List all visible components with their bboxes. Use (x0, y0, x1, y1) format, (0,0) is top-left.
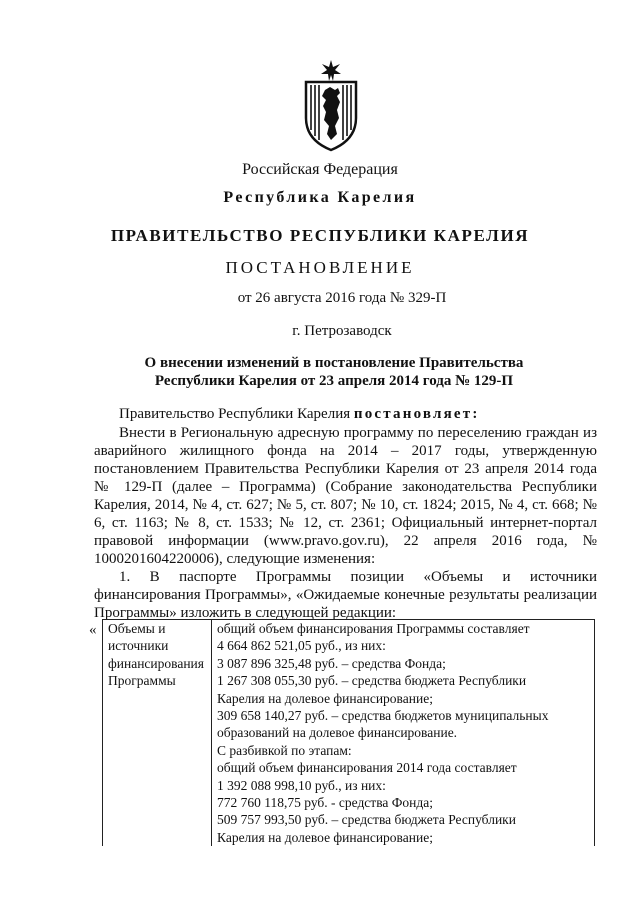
intro-paragraph (94, 405, 597, 423)
republic-line: Республика Карелия (223, 189, 417, 206)
value-line: 1 267 308 055,30 руб. – средства бюджета Республики (217, 673, 527, 689)
decree-verb: постановляет: (353, 406, 480, 422)
opening-quote: « (89, 622, 97, 638)
label-line: источники (108, 638, 169, 654)
table-label-cell (103, 620, 212, 847)
value-line: общий объем финансирования Программы составляет (217, 621, 530, 636)
karelia-coat-of-arms-icon (300, 60, 362, 152)
item-1-paragraph: 1. В паспорте Программы позиции «Объемы и источники финансирования Программы», «Ожидаемые конечные результаты реализации Программы» изложить в следующей редакции: (94, 569, 597, 621)
value-line: 509 757 993,50 руб. – средства бюджета Республики (217, 812, 516, 828)
intro-prefix: Правительство Республики Карелия (119, 406, 354, 422)
document-date-number: от 26 августа 2016 года № 329-П (237, 290, 447, 306)
value-line: общий объем финансирования 2014 года составляет (217, 760, 517, 776)
document-type: ПОСТАНОВЛЕНИЕ (225, 258, 415, 277)
value-line: 3 087 896 325,48 руб. – средства Фонда; (217, 655, 446, 671)
value-line: Карелия на долевое финансирование; (217, 829, 433, 845)
value-line: 772 760 118,75 руб. - средства Фонда; (217, 795, 434, 811)
table-value-cell (212, 620, 595, 847)
city-line: г. Петрозаводск (292, 323, 392, 339)
label-line: Программы (108, 673, 176, 689)
value-line: 4 664 862 521,05 руб., из них: (217, 638, 386, 654)
value-line: С разбивкой по этапам: (217, 742, 352, 758)
value-line: Карелия на долевое финансирование; (217, 690, 433, 706)
document-title-line-1: О внесении изменений в постановление Правительства (144, 355, 524, 371)
government-heading: ПРАВИТЕЛЬСТВО РЕСПУБЛИКИ КАРЕЛИЯ (110, 226, 530, 245)
federation-line: Российская Федерация (242, 161, 398, 178)
label-line: финансирования (108, 655, 204, 671)
value-line: образований на долевое финансирование. (217, 725, 458, 741)
main-paragraph: Внести в Региональную адресную программу по переселению граждан из аварийного жилищного фонда на 2014 – 2017 годы, утвержденную постановлением Правительства Республики Карелия от 23 апреля 2014 года № 129-П (далее – Программа) (Собрание законодательства Республики Карелия, 2014, № 4, ст. 627; № 5, ст. 807; № 10, ст. 1824; 2015, № 4, ст. 668; № 6, ст. 1163; № 8, ст. 1533; № 12, ст. 2361; Официальный интернет-портал правовой информации (www.pravo.gov.ru), 22 апреля 2016 года, № 1000201604220006), следующие изменения: (94, 425, 597, 567)
passport-table (102, 619, 595, 846)
document-title-line-2: Республики Карелия от 23 апреля 2014 года № 129-П (154, 373, 514, 389)
value-line: 1 392 088 998,10 руб., из них: (217, 777, 386, 793)
label-line: Объемы и (108, 621, 166, 636)
table-row (103, 620, 595, 847)
value-line: 309 658 140,27 руб. – средства бюджетов муниципальных (217, 708, 549, 724)
